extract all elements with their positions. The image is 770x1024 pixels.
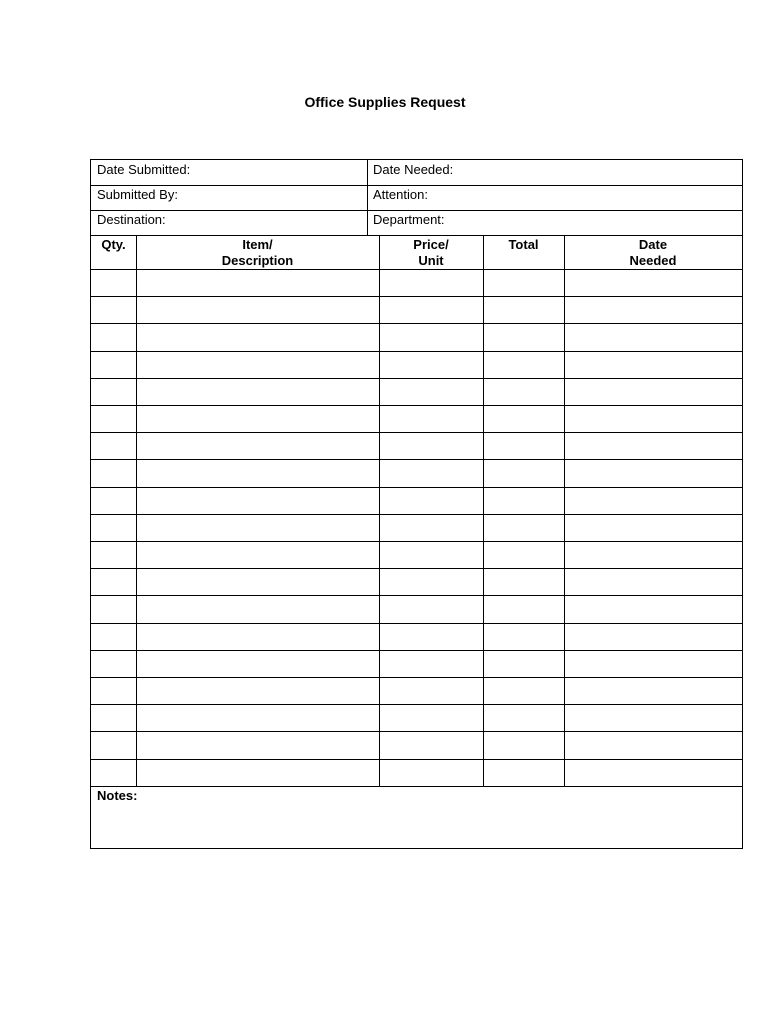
qty-cell[interactable] bbox=[91, 596, 136, 622]
row-divider bbox=[91, 541, 742, 542]
item-cell[interactable] bbox=[136, 596, 379, 622]
price-cell[interactable] bbox=[379, 760, 483, 786]
date-needed-cell[interactable] bbox=[564, 324, 742, 350]
total-cell[interactable] bbox=[483, 406, 564, 432]
total-cell[interactable] bbox=[483, 433, 564, 459]
row-divider bbox=[91, 432, 742, 433]
row-divider bbox=[91, 405, 742, 406]
qty-cell[interactable] bbox=[91, 624, 136, 650]
row-divider bbox=[91, 731, 742, 732]
row-divider bbox=[91, 235, 742, 236]
item-cell[interactable] bbox=[136, 705, 379, 731]
price-cell[interactable] bbox=[379, 352, 483, 378]
total-cell[interactable] bbox=[483, 297, 564, 323]
item-cell[interactable] bbox=[136, 324, 379, 350]
qty-cell[interactable] bbox=[91, 406, 136, 432]
date-needed-cell[interactable] bbox=[564, 515, 742, 541]
item-cell[interactable] bbox=[136, 515, 379, 541]
row-divider bbox=[91, 704, 742, 705]
total-cell[interactable] bbox=[483, 596, 564, 622]
row-divider bbox=[91, 459, 742, 460]
notes-label: Notes: bbox=[97, 788, 138, 803]
item-cell[interactable] bbox=[136, 488, 379, 514]
qty-cell[interactable] bbox=[91, 732, 136, 758]
row-divider bbox=[91, 677, 742, 678]
price-cell[interactable] bbox=[379, 515, 483, 541]
item-cell[interactable] bbox=[136, 379, 379, 405]
row-divider bbox=[91, 210, 742, 211]
item-cell[interactable] bbox=[136, 569, 379, 595]
price-cell[interactable] bbox=[379, 460, 483, 486]
price-cell[interactable] bbox=[379, 705, 483, 731]
total-cell[interactable] bbox=[483, 379, 564, 405]
column-header-date-needed: Date Needed bbox=[629, 237, 677, 268]
row-divider bbox=[91, 650, 742, 651]
row-divider bbox=[91, 759, 742, 760]
qty-cell[interactable] bbox=[91, 352, 136, 378]
date-needed-cell[interactable] bbox=[564, 624, 742, 650]
total-cell[interactable] bbox=[483, 542, 564, 568]
item-cell[interactable] bbox=[136, 732, 379, 758]
item-cell[interactable] bbox=[136, 651, 379, 677]
qty-cell[interactable] bbox=[91, 542, 136, 568]
price-cell[interactable] bbox=[379, 297, 483, 323]
date-needed-cell[interactable] bbox=[564, 596, 742, 622]
field-divider bbox=[367, 160, 368, 235]
qty-cell[interactable] bbox=[91, 460, 136, 486]
qty-cell[interactable] bbox=[91, 324, 136, 350]
date-submitted-field[interactable]: Date Submitted: bbox=[97, 162, 191, 177]
qty-cell[interactable] bbox=[91, 705, 136, 731]
notes-area[interactable] bbox=[91, 805, 742, 848]
column-header-qty: Qty. bbox=[101, 237, 126, 252]
price-cell[interactable] bbox=[379, 488, 483, 514]
item-cell[interactable] bbox=[136, 624, 379, 650]
request-form bbox=[90, 159, 743, 849]
column-header-item: Item/ Description bbox=[221, 237, 294, 268]
row-divider bbox=[91, 185, 742, 186]
price-cell[interactable] bbox=[379, 433, 483, 459]
total-cell[interactable] bbox=[483, 760, 564, 786]
row-divider bbox=[91, 595, 742, 596]
total-cell[interactable] bbox=[483, 488, 564, 514]
price-cell[interactable] bbox=[379, 406, 483, 432]
price-cell[interactable] bbox=[379, 651, 483, 677]
item-cell[interactable] bbox=[136, 433, 379, 459]
row-divider bbox=[91, 568, 742, 569]
price-cell[interactable] bbox=[379, 732, 483, 758]
price-cell[interactable] bbox=[379, 569, 483, 595]
total-cell[interactable] bbox=[483, 324, 564, 350]
total-cell[interactable] bbox=[483, 732, 564, 758]
qty-cell[interactable] bbox=[91, 678, 136, 704]
date-needed-cell[interactable] bbox=[564, 569, 742, 595]
qty-cell[interactable] bbox=[91, 515, 136, 541]
column-header-price: Price/ Unit bbox=[413, 237, 449, 268]
date-needed-cell[interactable] bbox=[564, 488, 742, 514]
date-needed-cell[interactable] bbox=[564, 270, 742, 296]
row-divider bbox=[91, 323, 742, 324]
item-cell[interactable] bbox=[136, 542, 379, 568]
qty-cell[interactable] bbox=[91, 297, 136, 323]
row-divider bbox=[91, 487, 742, 488]
date-needed-cell[interactable] bbox=[564, 651, 742, 677]
qty-cell[interactable] bbox=[91, 569, 136, 595]
price-cell[interactable] bbox=[379, 624, 483, 650]
total-cell[interactable] bbox=[483, 270, 564, 296]
total-cell[interactable] bbox=[483, 624, 564, 650]
date-needed-cell[interactable] bbox=[564, 705, 742, 731]
item-cell[interactable] bbox=[136, 406, 379, 432]
total-cell[interactable] bbox=[483, 515, 564, 541]
item-cell[interactable] bbox=[136, 352, 379, 378]
total-cell[interactable] bbox=[483, 651, 564, 677]
price-cell[interactable] bbox=[379, 324, 483, 350]
total-cell[interactable] bbox=[483, 678, 564, 704]
submitted-by-field[interactable]: Submitted By: bbox=[97, 187, 178, 202]
destination-field[interactable]: Destination: bbox=[97, 212, 166, 227]
qty-cell[interactable] bbox=[91, 760, 136, 786]
item-cell[interactable] bbox=[136, 297, 379, 323]
row-divider bbox=[91, 623, 742, 624]
qty-cell[interactable] bbox=[91, 433, 136, 459]
date-needed-field[interactable]: Date Needed: bbox=[373, 162, 454, 177]
date-needed-cell[interactable] bbox=[564, 760, 742, 786]
price-cell[interactable] bbox=[379, 596, 483, 622]
date-needed-cell[interactable] bbox=[564, 433, 742, 459]
qty-cell[interactable] bbox=[91, 270, 136, 296]
price-cell[interactable] bbox=[379, 678, 483, 704]
date-needed-cell[interactable] bbox=[564, 352, 742, 378]
page-title: Office Supplies Request bbox=[304, 94, 466, 110]
item-cell[interactable] bbox=[136, 760, 379, 786]
row-divider bbox=[91, 296, 742, 297]
row-divider bbox=[91, 378, 742, 379]
qty-cell[interactable] bbox=[91, 651, 136, 677]
price-cell[interactable] bbox=[379, 379, 483, 405]
item-cell[interactable] bbox=[136, 678, 379, 704]
date-needed-cell[interactable] bbox=[564, 542, 742, 568]
item-cell[interactable] bbox=[136, 270, 379, 296]
date-needed-cell[interactable] bbox=[564, 379, 742, 405]
date-needed-cell[interactable] bbox=[564, 460, 742, 486]
department-field[interactable]: Department: bbox=[373, 212, 445, 227]
price-cell[interactable] bbox=[379, 270, 483, 296]
item-cell[interactable] bbox=[136, 460, 379, 486]
qty-cell[interactable] bbox=[91, 488, 136, 514]
qty-cell[interactable] bbox=[91, 379, 136, 405]
total-cell[interactable] bbox=[483, 569, 564, 595]
total-cell[interactable] bbox=[483, 460, 564, 486]
date-needed-cell[interactable] bbox=[564, 406, 742, 432]
date-needed-cell[interactable] bbox=[564, 297, 742, 323]
notes-divider bbox=[91, 786, 742, 787]
total-cell[interactable] bbox=[483, 352, 564, 378]
date-needed-cell[interactable] bbox=[564, 678, 742, 704]
attention-field[interactable]: Attention: bbox=[373, 187, 428, 202]
total-cell[interactable] bbox=[483, 705, 564, 731]
date-needed-cell[interactable] bbox=[564, 732, 742, 758]
price-cell[interactable] bbox=[379, 542, 483, 568]
column-header-total: Total bbox=[508, 237, 539, 252]
row-divider bbox=[91, 514, 742, 515]
row-divider bbox=[91, 351, 742, 352]
